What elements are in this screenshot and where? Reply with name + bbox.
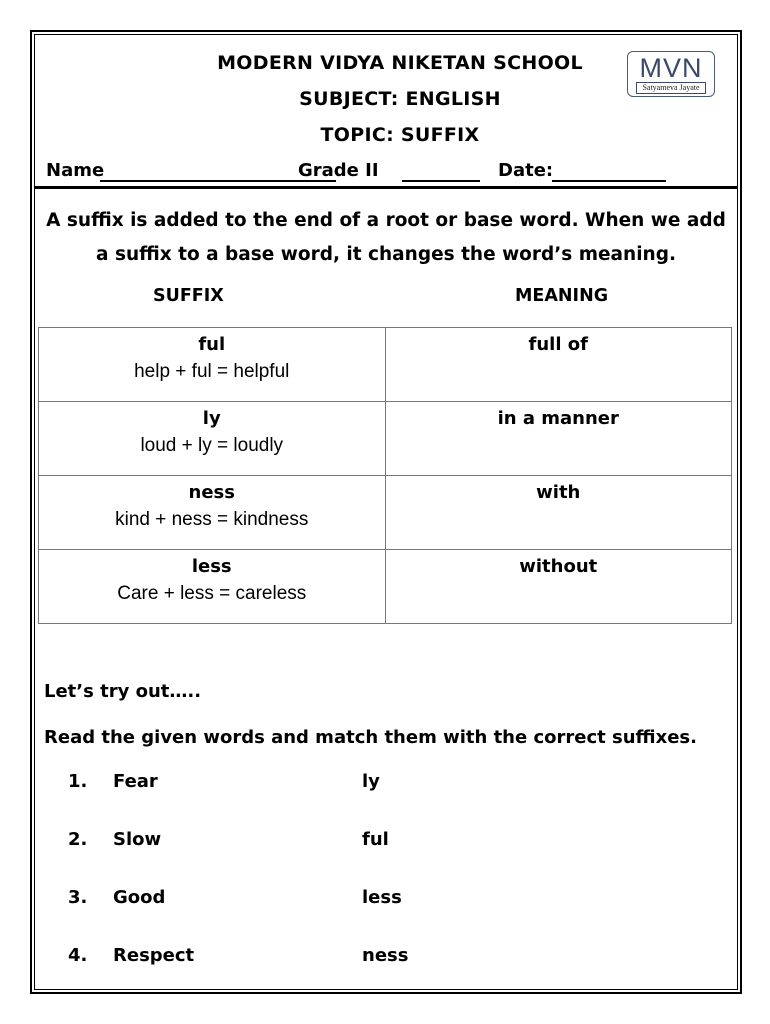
header-separator [34,186,738,189]
table-row [39,328,732,402]
suffix-example: Care + less = careless [117,583,307,604]
meaning-column-heading: MEANING [515,286,609,306]
meaning-cell [385,328,732,402]
exercise-item [66,887,566,911]
item-suffix[interactable]: ness [362,945,409,966]
meaning-cell [385,476,732,550]
suffix-table [38,327,732,624]
item-suffix[interactable]: ful [362,829,389,850]
name-label: Name [46,160,105,181]
suffix-meaning: full of [528,334,588,355]
logo-tagline: Satyameva Jayate [636,82,706,94]
item-word[interactable]: Respect [113,945,195,966]
suffix-word: ful [198,334,226,355]
exercise-instruction: Read the given words and match them with the correct suffixes. [44,727,697,748]
meaning-cell [385,402,732,476]
item-suffix[interactable]: less [362,887,402,908]
student-info-row [46,160,726,184]
item-word[interactable]: Fear [113,771,158,792]
table-row [39,550,732,624]
subject-line: SUBJECT: ENGLISH [299,88,501,110]
item-word[interactable]: Good [113,887,166,908]
suffix-meaning: in a manner [497,408,619,429]
suffix-word: ly [202,408,221,429]
suffix-definition [42,204,730,272]
item-number: 1. [68,771,88,792]
definition-line-1: A suffix is added to the end of a root or base word. When we add [46,210,726,231]
grade-field-line[interactable] [402,180,480,182]
suffix-cell [39,476,386,550]
school-logo [627,51,715,97]
exercise-heading: Let’s try out….. [44,681,202,702]
grade-label: Grade II [298,160,379,181]
suffix-cell [39,402,386,476]
exercise-item [66,829,566,853]
suffix-meaning: without [519,556,598,577]
exercise-item [66,945,566,969]
item-number: 4. [68,945,88,966]
date-field-line[interactable] [552,180,666,182]
item-word[interactable]: Slow [113,829,162,850]
suffix-example: loud + ly = loudly [140,435,284,456]
date-label: Date: [498,160,554,181]
suffix-word: ness [188,482,235,503]
definition-line-2: a suffix to a base word, it changes the word’s meaning. [96,244,676,265]
logo-text: MVN [639,53,703,83]
topic-line: TOPIC: SUFFIX [320,124,480,146]
item-suffix[interactable]: ly [362,771,380,792]
table-row [39,476,732,550]
suffix-example: kind + ness = kindness [115,509,309,530]
suffix-word: less [191,556,232,577]
item-number: 2. [68,829,88,850]
suffix-meaning: with [536,482,581,503]
meaning-cell [385,550,732,624]
suffix-cell [39,550,386,624]
item-number: 3. [68,887,88,908]
table-row [39,402,732,476]
suffix-example: help + ful = helpful [134,361,290,382]
suffix-column-heading: SUFFIX [153,286,224,306]
exercise-item [66,771,566,795]
school-name: MODERN VIDYA NIKETAN SCHOOL [217,52,583,74]
suffix-cell [39,328,386,402]
